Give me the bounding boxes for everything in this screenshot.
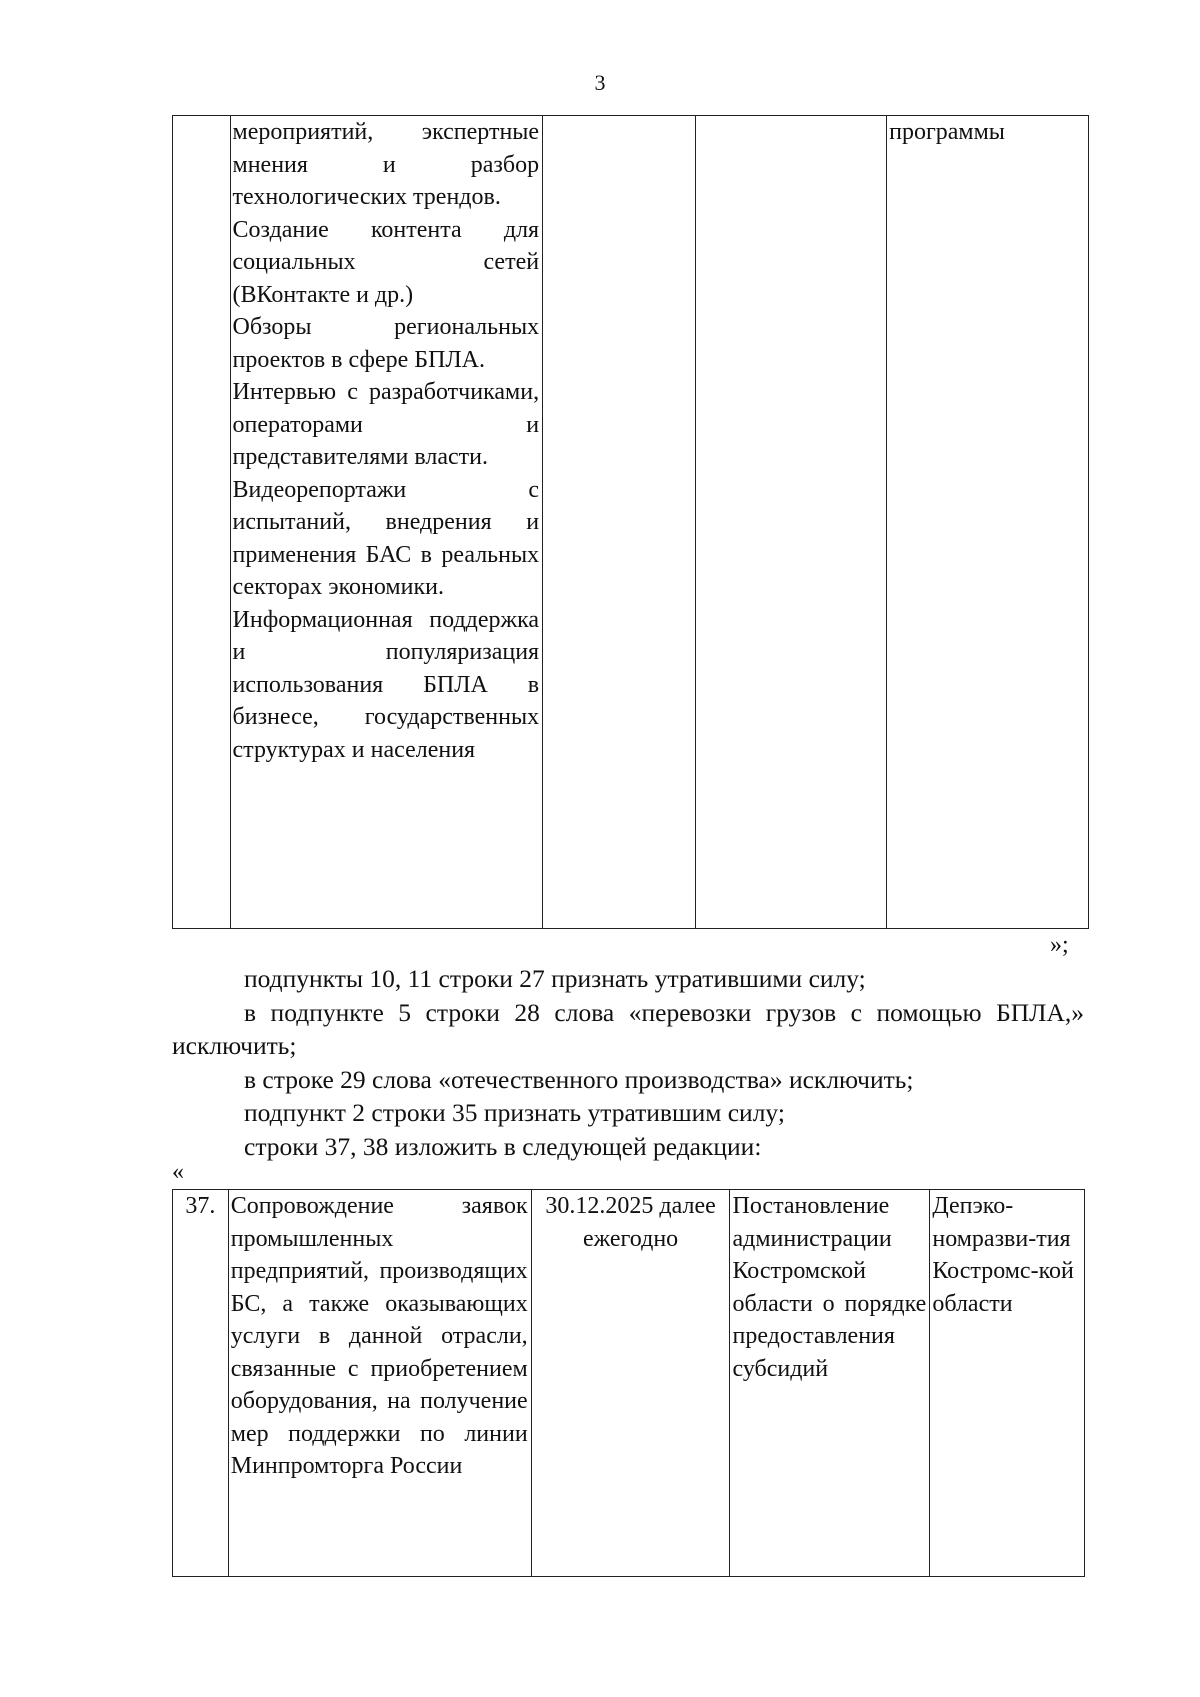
content-paragraph: Видеорепортажи с испытаний, внедрения и применения БАС в реальных секторах экономики. bbox=[232, 476, 540, 600]
amendment-paragraph: подпункты 10, 11 строки 27 признать утратившими силу; bbox=[244, 964, 866, 993]
amendment-paragraph: в строке 29 слова «отечественного производства» исключить; bbox=[244, 1064, 914, 1094]
deadline-cell: 30.12.2025 далее ежегодно bbox=[531, 1190, 730, 1577]
deadline-cell bbox=[543, 116, 696, 929]
page-number: 3 bbox=[594, 70, 606, 95]
content-paragraph: Создание контента для социальных сетей (ВКонтакте и др.) bbox=[232, 216, 540, 308]
measures-table-new-rows bbox=[172, 1189, 1085, 1577]
measure-content-cell bbox=[230, 116, 543, 929]
row-number-cell bbox=[173, 116, 231, 929]
measure-content-cell: Сопровождение заявок промышленных предприятий, производящих БС, а также оказывающих услуги в данной отрасли, связанные с приобретением оборудования, на получение мер поддержки по линии Минпромторга России bbox=[228, 1190, 531, 1577]
basis-cell: Постановление администрации Костромской области о порядке предоставления субсидий bbox=[730, 1190, 930, 1577]
amendment-paragraph: в подпункте 5 строки 28 слова «перевозки грузов с помощью БПЛА,» исключить; bbox=[172, 997, 1084, 1060]
measures-table-continuation bbox=[172, 115, 1089, 929]
table-row bbox=[173, 116, 1089, 929]
responsible-cell: Депэко-номразви-тия Костромс-кой области bbox=[930, 1190, 1085, 1577]
closing-quote: »; bbox=[1050, 932, 1069, 958]
content-paragraph: Интервью с разработчиками, операторами и представителями власти. bbox=[232, 379, 540, 470]
responsible-cell: программы bbox=[887, 116, 1089, 929]
basis-cell bbox=[696, 116, 887, 929]
table-row bbox=[173, 1190, 1085, 1577]
content-paragraph: Информационная поддержка и популяризация использования БПЛА в бизнесе, государственных структурах и населения bbox=[232, 606, 540, 763]
opening-quote: « bbox=[172, 1159, 184, 1185]
content-paragraph: мероприятий, экспертные мнения и разбор технологических трендов. bbox=[232, 119, 540, 210]
amendment-text bbox=[172, 962, 1084, 1163]
content-paragraph: Обзоры региональных проектов в сфере БПЛА. bbox=[232, 314, 540, 373]
amendment-paragraph: подпункт 2 строки 35 признать утратившим силу; bbox=[244, 1098, 785, 1127]
row-number-cell: 37. bbox=[173, 1190, 229, 1577]
amendment-paragraph: строки 37, 38 изложить в следующей редакции: bbox=[244, 1131, 762, 1161]
